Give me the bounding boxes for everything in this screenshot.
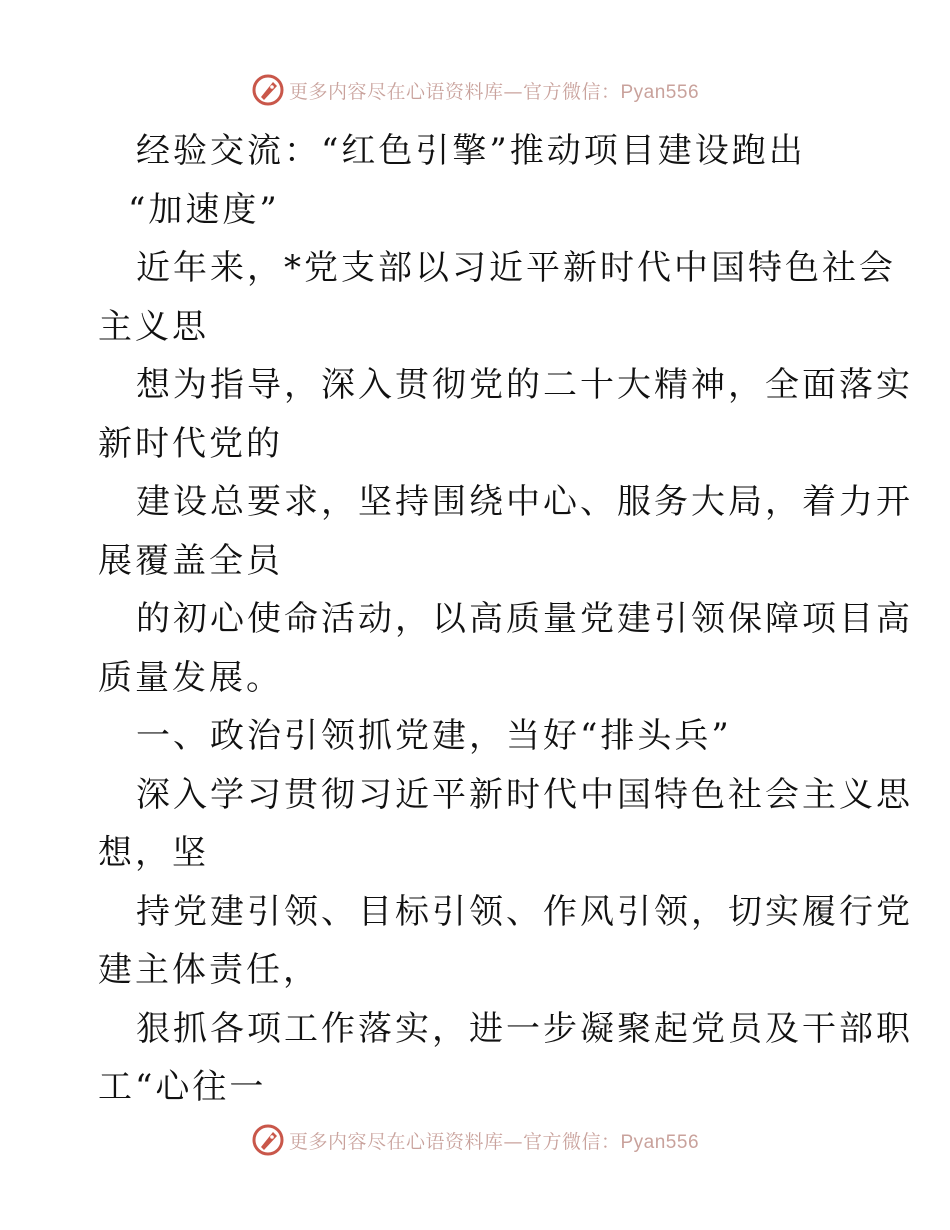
pen-nib-circle-icon: [251, 1123, 285, 1157]
paragraph-line: 狠抓各项工作落实，进一步凝聚起党员及干部职: [136, 1008, 913, 1049]
paragraph-line: 建主体责任，: [98, 950, 320, 990]
section-heading: 一、政治引领抓党建，当好“排头兵”: [136, 716, 732, 756]
header-watermark: [0, 70, 950, 110]
paragraph-line: 质量发展。: [98, 657, 283, 698]
footer-watermark: [0, 1120, 950, 1160]
paragraph-line: 想，坚: [98, 833, 209, 873]
pen-nib-circle-icon: [251, 73, 285, 107]
paragraph-line: 新时代党的: [98, 423, 283, 464]
paragraph-line: 深入学习贯彻习近平新时代中国特色社会主义思: [136, 774, 913, 815]
paragraph-line: 工“心往一: [98, 1067, 267, 1107]
paragraph-line: 的初心使命活动，以高质量党建引领保障项目高: [136, 599, 913, 639]
document-body: [98, 122, 913, 1117]
paragraph-line: 想为指导，深入贯彻党的二十大精神，全面落实: [136, 365, 913, 405]
paragraph-line: 主义思: [98, 306, 209, 347]
document-title-line-1: 经验交流：“红色引擎”推动项目建设跑出: [136, 131, 806, 171]
paragraph-line: 建设总要求，坚持围绕中心、服务大局，着力开: [136, 482, 913, 522]
paragraph-line: 近年来，*党支部以习近平新时代中国特色社会: [136, 248, 896, 288]
paragraph-line: 持党建引领、目标引领、作风引领，切实履行党: [136, 891, 913, 932]
watermark-text: 更多内容尽在心语资料库—官方微信：Pyan556: [288, 80, 700, 103]
paragraph-line: 展覆盖全员: [98, 540, 283, 581]
document-title-line-2: “加速度”: [128, 189, 280, 230]
watermark-text: 更多内容尽在心语资料库—官方微信：Pyan556: [288, 1130, 700, 1153]
